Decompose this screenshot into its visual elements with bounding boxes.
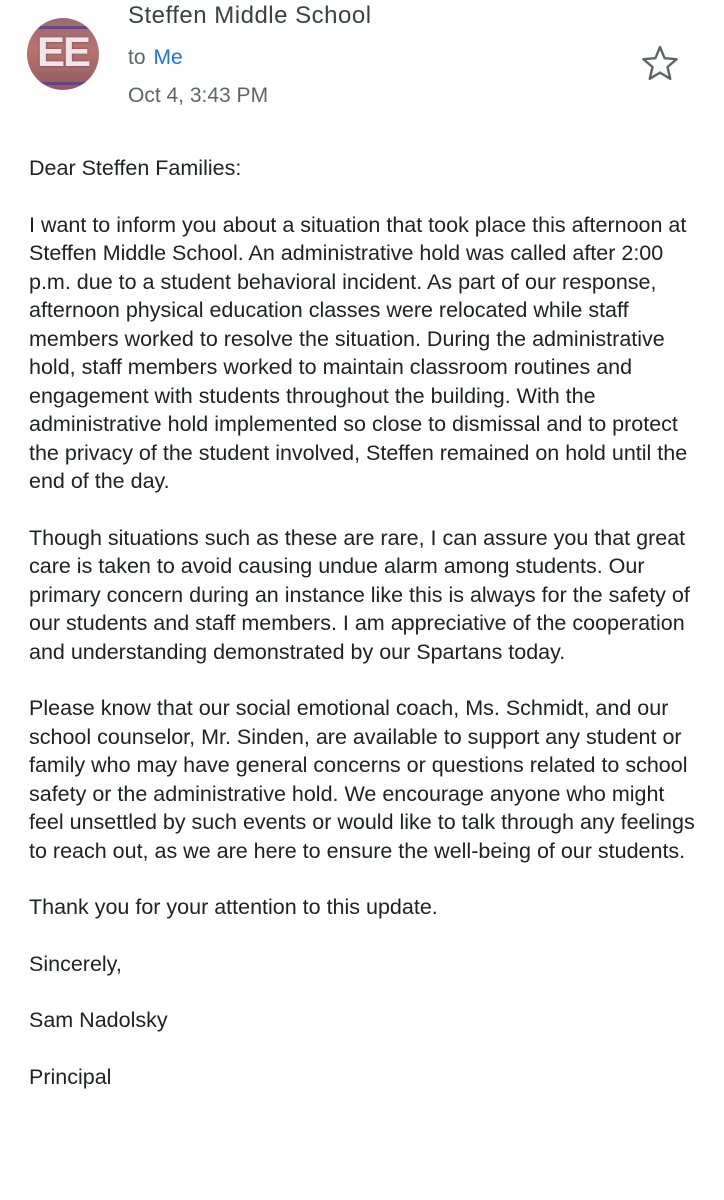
star-outline-icon <box>640 44 680 84</box>
email-header <box>0 0 724 130</box>
email-date: Oct 4, 3:43 PM <box>128 84 269 107</box>
closing-line: Sincerely, <box>29 951 122 976</box>
avatar-stripe <box>27 82 99 85</box>
body-paragraph: Please know that our social emotional coach, Ms. Schmidt, and our school counselor, Mr. Sinden, are available to support any student or family who may have general concerns or questions related to school safety or the administrative hold. We encourage anyone who might feel unsettled by such events or would like to talk through any feelings to reach out, as we are here to ensure the well-being of our students. <box>29 696 695 863</box>
greeting: Dear Steffen Families: <box>29 156 242 180</box>
sender-name[interactable]: Steffen Middle School <box>128 2 372 29</box>
email-body <box>29 154 699 1119</box>
star-button[interactable] <box>640 44 680 84</box>
body-paragraph: Though situations such as these are rare, I can assure you that great care is taken to avoid causing undue alarm among students. Our primary concern during an instance like this is always for the safety of our students and staff members. I am appreciative of the cooperation and understanding demonstrated by our Spartans today. <box>29 525 690 664</box>
thanks-line: Thank you for your attention to this update. <box>29 895 438 919</box>
to-label: to <box>128 46 146 69</box>
recipient-row[interactable] <box>128 46 183 70</box>
signature-title: Principal <box>29 1064 112 1089</box>
sender-avatar[interactable] <box>27 18 99 90</box>
recipient-name[interactable]: Me <box>153 46 183 69</box>
body-paragraph: I want to inform you about a situation that took place this afternoon at Steffen Middle School. An administrative hold was called after 2:00 p.m. due to a student behavioral incident. As part of our response, afternoon physical education classes were relocated while staff members worked to resolve the situation. During the administrative hold, staff members worked to maintain classroom routines and engagement with students throughout the building. With the administrative hold implemented so close to dismissal and to protect the privacy of the student involved, Steffen remained on hold until the end of the day. <box>29 212 688 493</box>
signature-name: Sam Nadolsky <box>29 1008 168 1032</box>
avatar-logo-text: EE <box>36 28 90 75</box>
